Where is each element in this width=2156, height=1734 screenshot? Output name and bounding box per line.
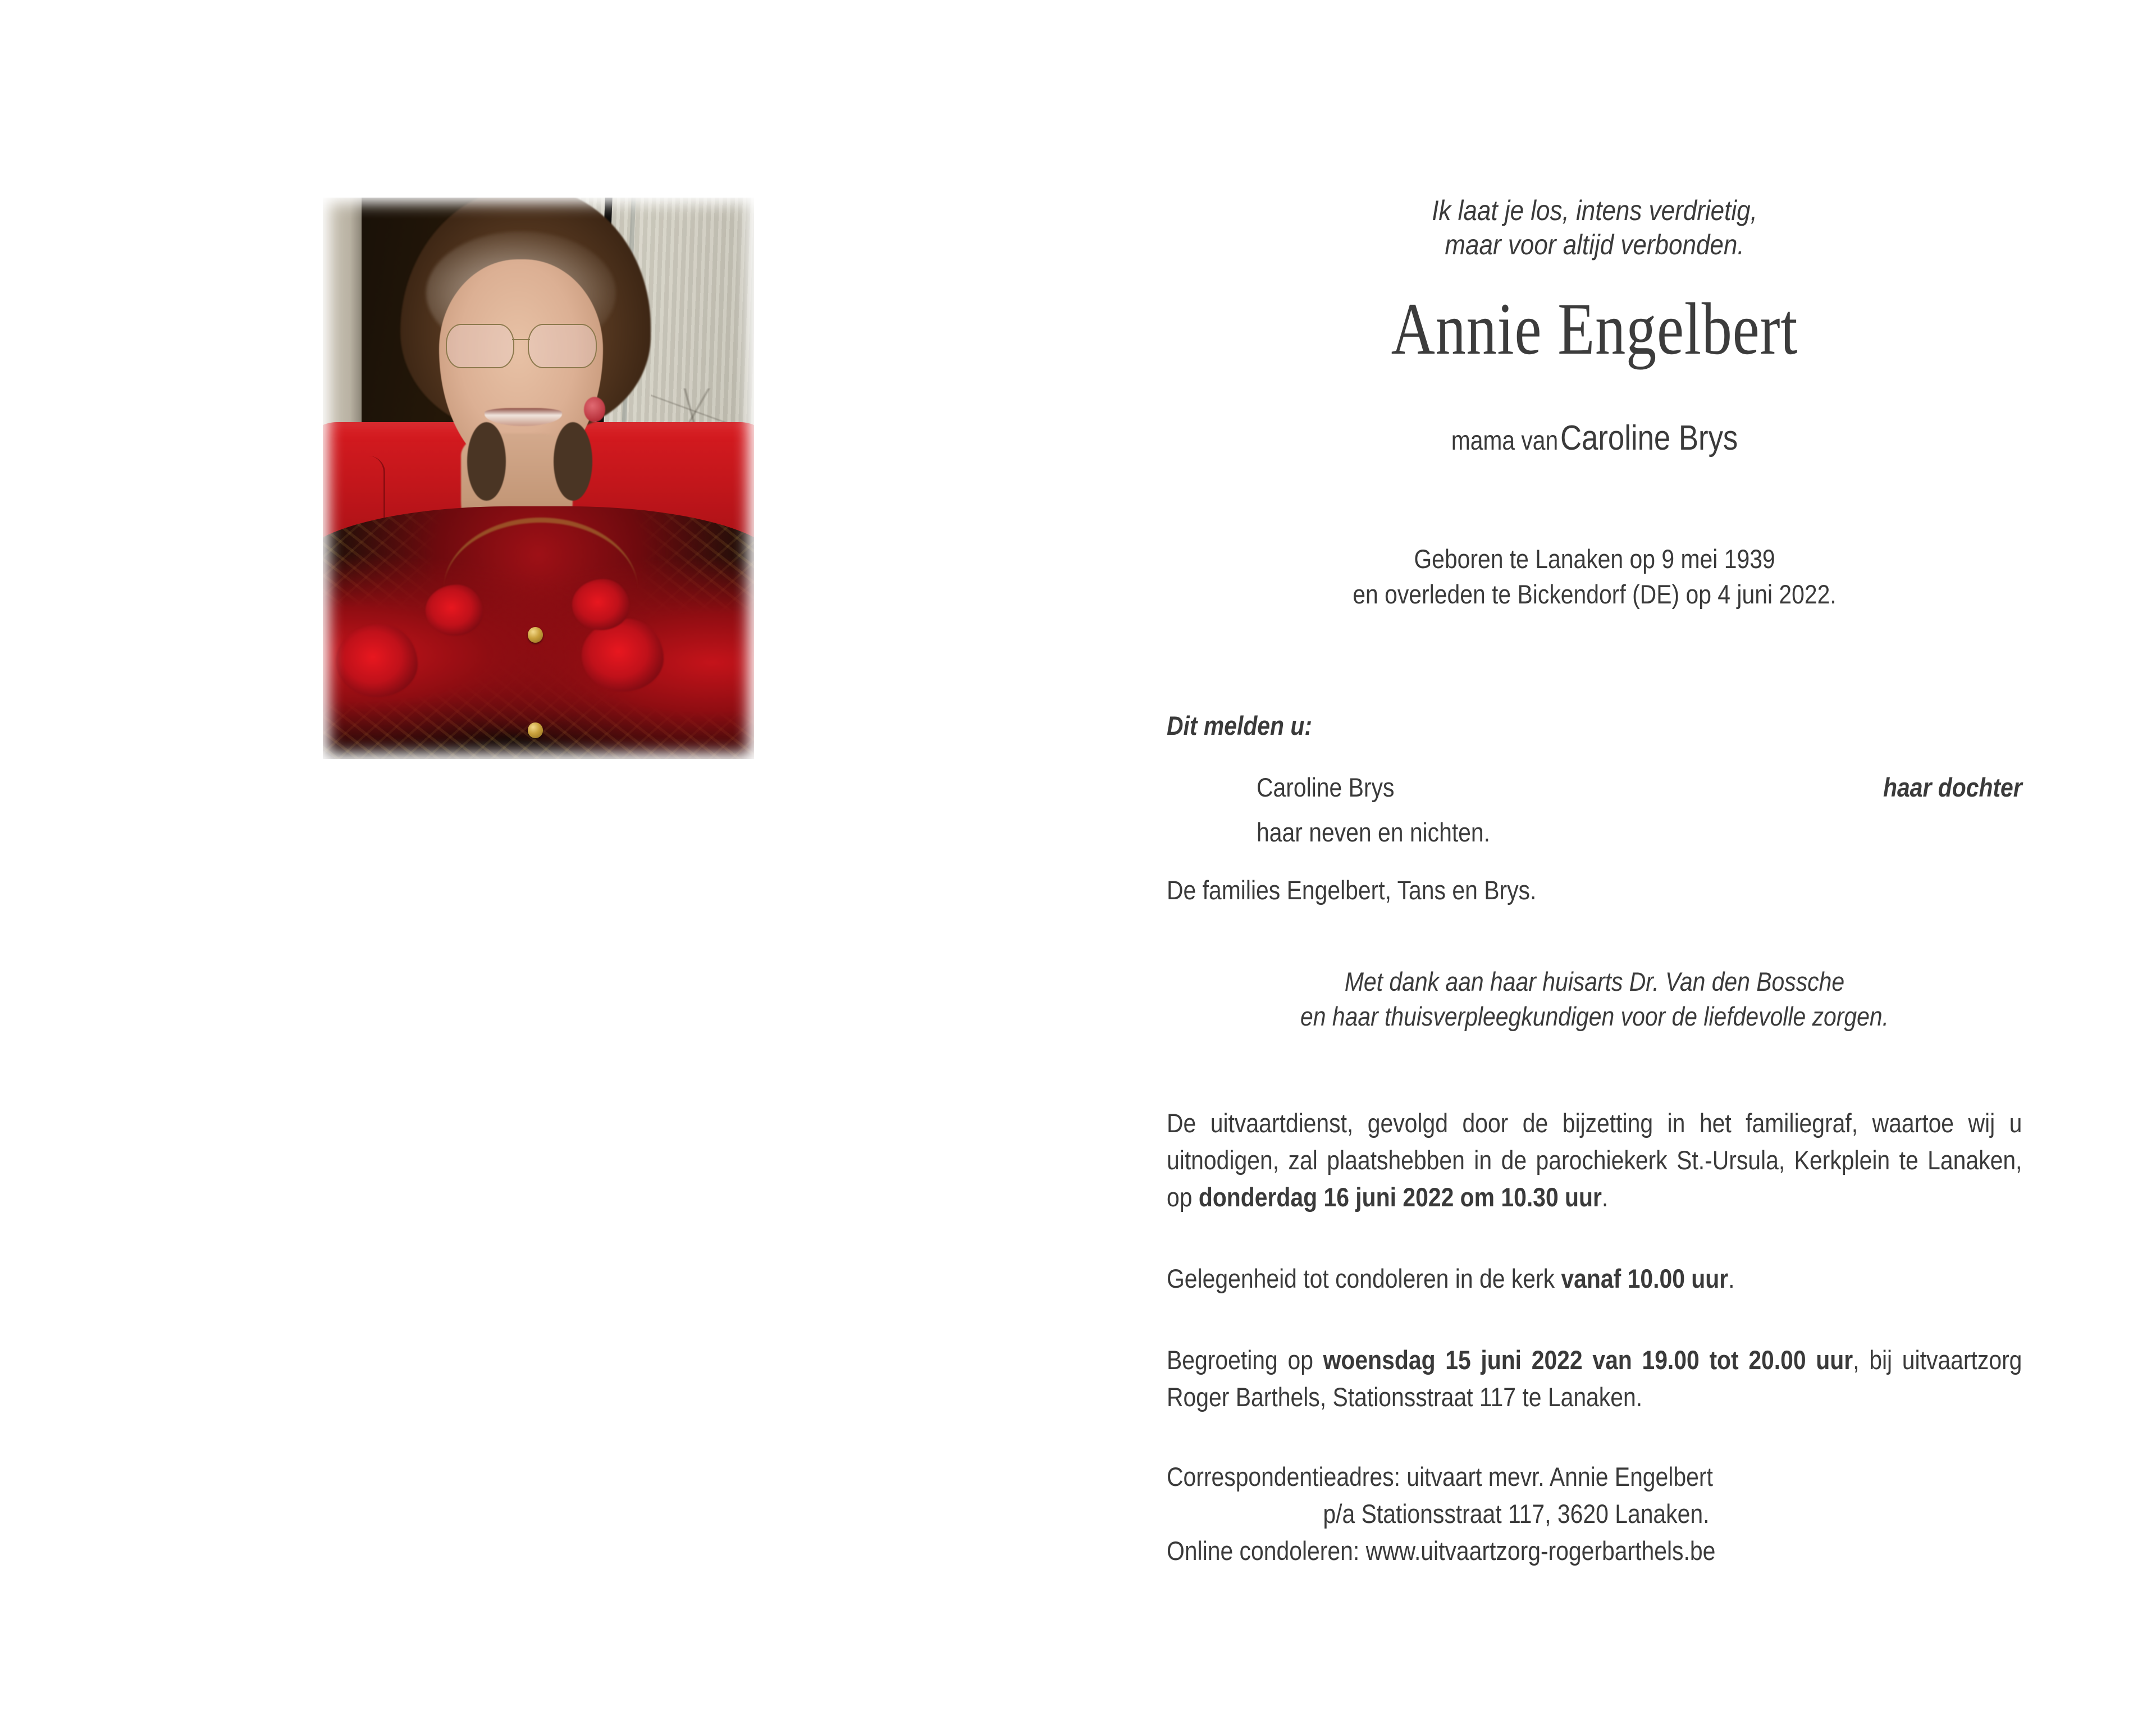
thanks-line-1: Met dank aan haar huisarts Dr. Van den Bossche (1344, 967, 1845, 996)
online-condolence-line: Online condoleren: www.uitvaartzorg-rogerbarthels.be (1167, 1535, 1716, 1566)
correspondence-line-2: p/a Stationsstraat 117, 3620 Lanaken. (1323, 1498, 1710, 1529)
birth-line: Geboren te Lanaken op 9 mei 1939 (1414, 544, 1775, 574)
correspondence-block (1167, 1458, 2022, 1569)
thanks-note (1222, 964, 1967, 1034)
condolence-text-after: . (1728, 1264, 1735, 1293)
eyeglasses-icon (446, 324, 597, 366)
families-line: De families Engelbert, Tans en Brys. (1167, 875, 1537, 905)
death-line: en overleden te Bickendorf (DE) op 4 juni 2022. (1353, 579, 1837, 609)
subject-eye-right (554, 422, 592, 501)
condolence-time: vanaf 10.00 uur (1561, 1264, 1729, 1293)
cardigan-rose-motif (582, 619, 664, 692)
eyeglasses-bridge (512, 339, 530, 340)
greeting-datetime: woensdag 15 juni 2022 van 19.00 tot 20.00 uur (1323, 1345, 1853, 1375)
eyeglasses-lens-left (446, 324, 514, 368)
greeting-text-before: Begroeting op (1167, 1345, 1323, 1375)
portrait-photo-content (323, 198, 754, 759)
correspondence-line-1: Correspondentieadres: uitvaart mevr. Annie Engelbert (1167, 1462, 1713, 1491)
service-text-after: . (1601, 1182, 1609, 1212)
eyeglasses-lens-right (528, 324, 596, 368)
greeting-paragraph (1167, 1342, 2022, 1416)
survivor-name: Caroline Brys (1257, 772, 1395, 802)
announcement-label: Dit melden u: (1167, 711, 1312, 740)
relation-prefix: mama van (1451, 426, 1559, 456)
cardigan-rose-motif (336, 624, 418, 697)
survivor-relation: haar dochter (1883, 772, 2022, 802)
service-datetime: donderdag 16 juni 2022 om 10.30 uur (1198, 1182, 1602, 1212)
survivor-row (1257, 772, 2022, 803)
relation-line (1231, 418, 1958, 458)
epigraph-line-1: Ik laat je los, intens verdrietig, (1432, 195, 1757, 226)
epigraph (1218, 194, 1971, 262)
condolence-text-before: Gelegenheid tot condoleren in de kerk (1167, 1264, 1561, 1293)
service-text-before: De uitvaartdienst, gevolgd door de bijzetting in het familiegraf, waartoe wij u uitnodigen, zal plaatshebben in de parochiekerk St.-Ursula, Kerkplein te Lanaken, op (1167, 1108, 2022, 1212)
survivor-extra: haar neven en nichten. (1257, 817, 1491, 847)
portrait-photo (323, 198, 754, 759)
thanks-line-2: en haar thuisverpleegkundigen voor de liefdevolle zorgen. (1300, 1001, 1889, 1032)
vital-dates (1222, 542, 1967, 612)
deceased-name: Annie Engelbert (1391, 287, 1798, 370)
cardigan-rose-motif (426, 585, 483, 636)
subject-eye-left (467, 422, 506, 501)
memorial-text-column (1167, 0, 2022, 1734)
greeting-text-after: , bij uitvaartzorg Roger Barthels, Stationsstraat 117 te Lanaken. (1167, 1345, 2022, 1412)
subject-earring (584, 397, 605, 422)
condolence-paragraph (1167, 1260, 2022, 1297)
relation-name: Caroline Brys (1560, 419, 1738, 457)
epigraph-line-2: maar voor altijd verbonden. (1445, 229, 1744, 260)
service-paragraph (1167, 1105, 2022, 1215)
